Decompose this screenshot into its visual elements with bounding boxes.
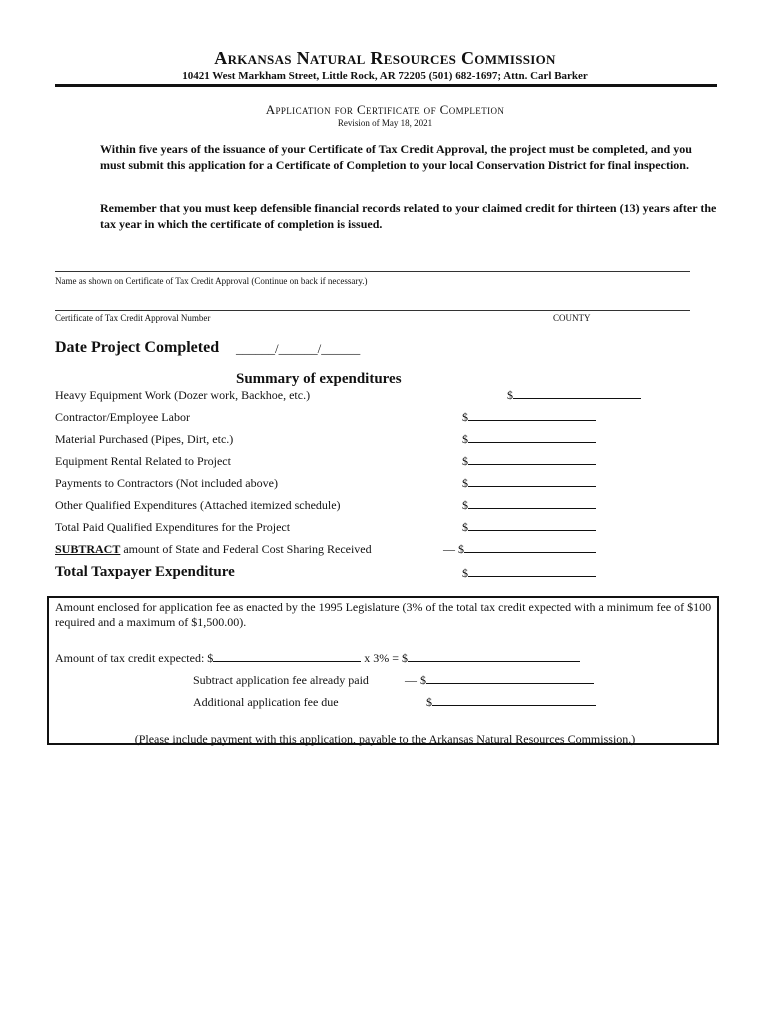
minus-currency-symbol: — $ [443, 542, 464, 556]
expense-field-material[interactable] [462, 432, 596, 447]
expense-field-other[interactable] [462, 498, 596, 513]
name-field-line[interactable] [55, 271, 690, 272]
expense-field-labor[interactable] [462, 410, 596, 425]
amount-blank[interactable] [468, 576, 596, 577]
application-fee-description: Amount enclosed for application fee as enacted by the 1995 Legislature (3% of the total tax credit expected with a minimum fee of $100 required and a maximum of $1,500.00). [55, 600, 712, 629]
currency-symbol: $ [426, 695, 432, 709]
currency-symbol: $ [462, 566, 468, 580]
approval-number-caption: Certificate of Tax Credit Approval Number [55, 313, 211, 323]
organization-name: Arkansas Natural Resources Commission [214, 48, 556, 68]
currency-symbol: $ [462, 520, 468, 534]
name-field-caption: Name as shown on Certificate of Tax Credit Approval (Continue on back if necessary.) [55, 276, 368, 286]
additional-fee-due-label: Additional application fee due [193, 695, 339, 709]
payment-note: (Please include payment with this application, payable to the Arkansas Natural Resources Commission.) [134, 732, 636, 746]
subtract-cost-sharing-field[interactable] [443, 542, 596, 557]
tax-credit-expected-label: Amount of tax credit expected: $ [55, 651, 214, 665]
instruction-paragraph-2: Remember that you must keep defensible financial records related to your claimed credit for thirteen (13) years after the tax year in which the certificate of completion is issued. [100, 201, 717, 231]
expense-label-labor: Contractor/Employee Labor [55, 410, 190, 424]
subtract-fee-paid-field[interactable] [405, 673, 594, 688]
amount-blank[interactable] [464, 552, 596, 553]
subtract-cost-sharing-label [55, 542, 372, 557]
currency-symbol: $ [462, 454, 468, 468]
header-divider [55, 84, 717, 87]
amount-blank[interactable] [468, 530, 596, 531]
tax-credit-expected-field[interactable] [213, 661, 361, 662]
date-completed-field[interactable]: ______/______/______ [236, 341, 361, 356]
expense-field-equipment-rental[interactable] [462, 454, 596, 469]
approval-number-field-line[interactable] [55, 310, 690, 311]
county-caption: COUNTY [553, 313, 591, 323]
revision-date: Revision of May 18, 2021 [337, 118, 433, 128]
amount-blank[interactable] [432, 705, 596, 706]
instruction-paragraph-1: Within five years of the issuance of your Certificate of Tax Credit Approval, the project must be completed, and you must submit this application for a Certificate of Completion to your local Conservation District for final inspection. [100, 142, 692, 172]
subtract-fee-paid-label: Subtract application fee already paid [193, 673, 369, 687]
three-percent-result-field[interactable] [408, 661, 580, 662]
amount-blank[interactable] [468, 464, 596, 465]
amount-blank[interactable] [426, 683, 594, 684]
additional-fee-due-field[interactable] [426, 695, 596, 710]
amount-blank[interactable] [468, 508, 596, 509]
summary-title: Summary of expenditures [236, 371, 402, 387]
total-taxpayer-expenditure-label: Total Taxpayer Expenditure [55, 564, 235, 580]
currency-symbol: $ [462, 498, 468, 512]
expense-field-contractors[interactable] [462, 476, 596, 491]
expense-label-material: Material Purchased (Pipes, Dirt, etc.) [55, 432, 234, 446]
organization-address: 10421 West Markham Street, Little Rock, AR 72205 (501) 682-1697; Attn. Carl Barker [182, 70, 588, 82]
amount-blank[interactable] [468, 442, 596, 443]
form-title: Application for Certificate of Completion [265, 102, 505, 117]
minus-currency-symbol: — $ [405, 673, 426, 687]
currency-symbol: $ [507, 388, 513, 402]
times-three-percent-label: x 3% = $ [361, 651, 409, 665]
expense-field-heavy-equipment[interactable] [507, 388, 641, 403]
expense-label-contractors: Payments to Contractors (Not included above) [55, 476, 278, 490]
subtract-label-text: amount of State and Federal Cost Sharing Received [120, 542, 372, 556]
currency-symbol: $ [462, 410, 468, 424]
subtract-keyword: SUBTRACT [55, 542, 121, 556]
expense-label-other: Other Qualified Expenditures (Attached itemized schedule) [55, 498, 341, 512]
amount-blank[interactable] [513, 398, 641, 399]
date-completed-label: Date Project Completed [55, 339, 220, 356]
total-taxpayer-expenditure-field[interactable] [462, 566, 596, 581]
currency-symbol: $ [462, 476, 468, 490]
currency-symbol: $ [462, 432, 468, 446]
amount-blank[interactable] [468, 486, 596, 487]
expense-field-total-paid[interactable] [462, 520, 596, 535]
amount-blank[interactable] [468, 420, 596, 421]
expense-label-equipment-rental: Equipment Rental Related to Project [55, 454, 231, 468]
expense-label-heavy-equipment: Heavy Equipment Work (Dozer work, Backhoe, etc.) [55, 388, 311, 402]
tax-credit-expected-row [55, 651, 580, 666]
expense-label-total-paid: Total Paid Qualified Expenditures for the Project [55, 520, 291, 534]
